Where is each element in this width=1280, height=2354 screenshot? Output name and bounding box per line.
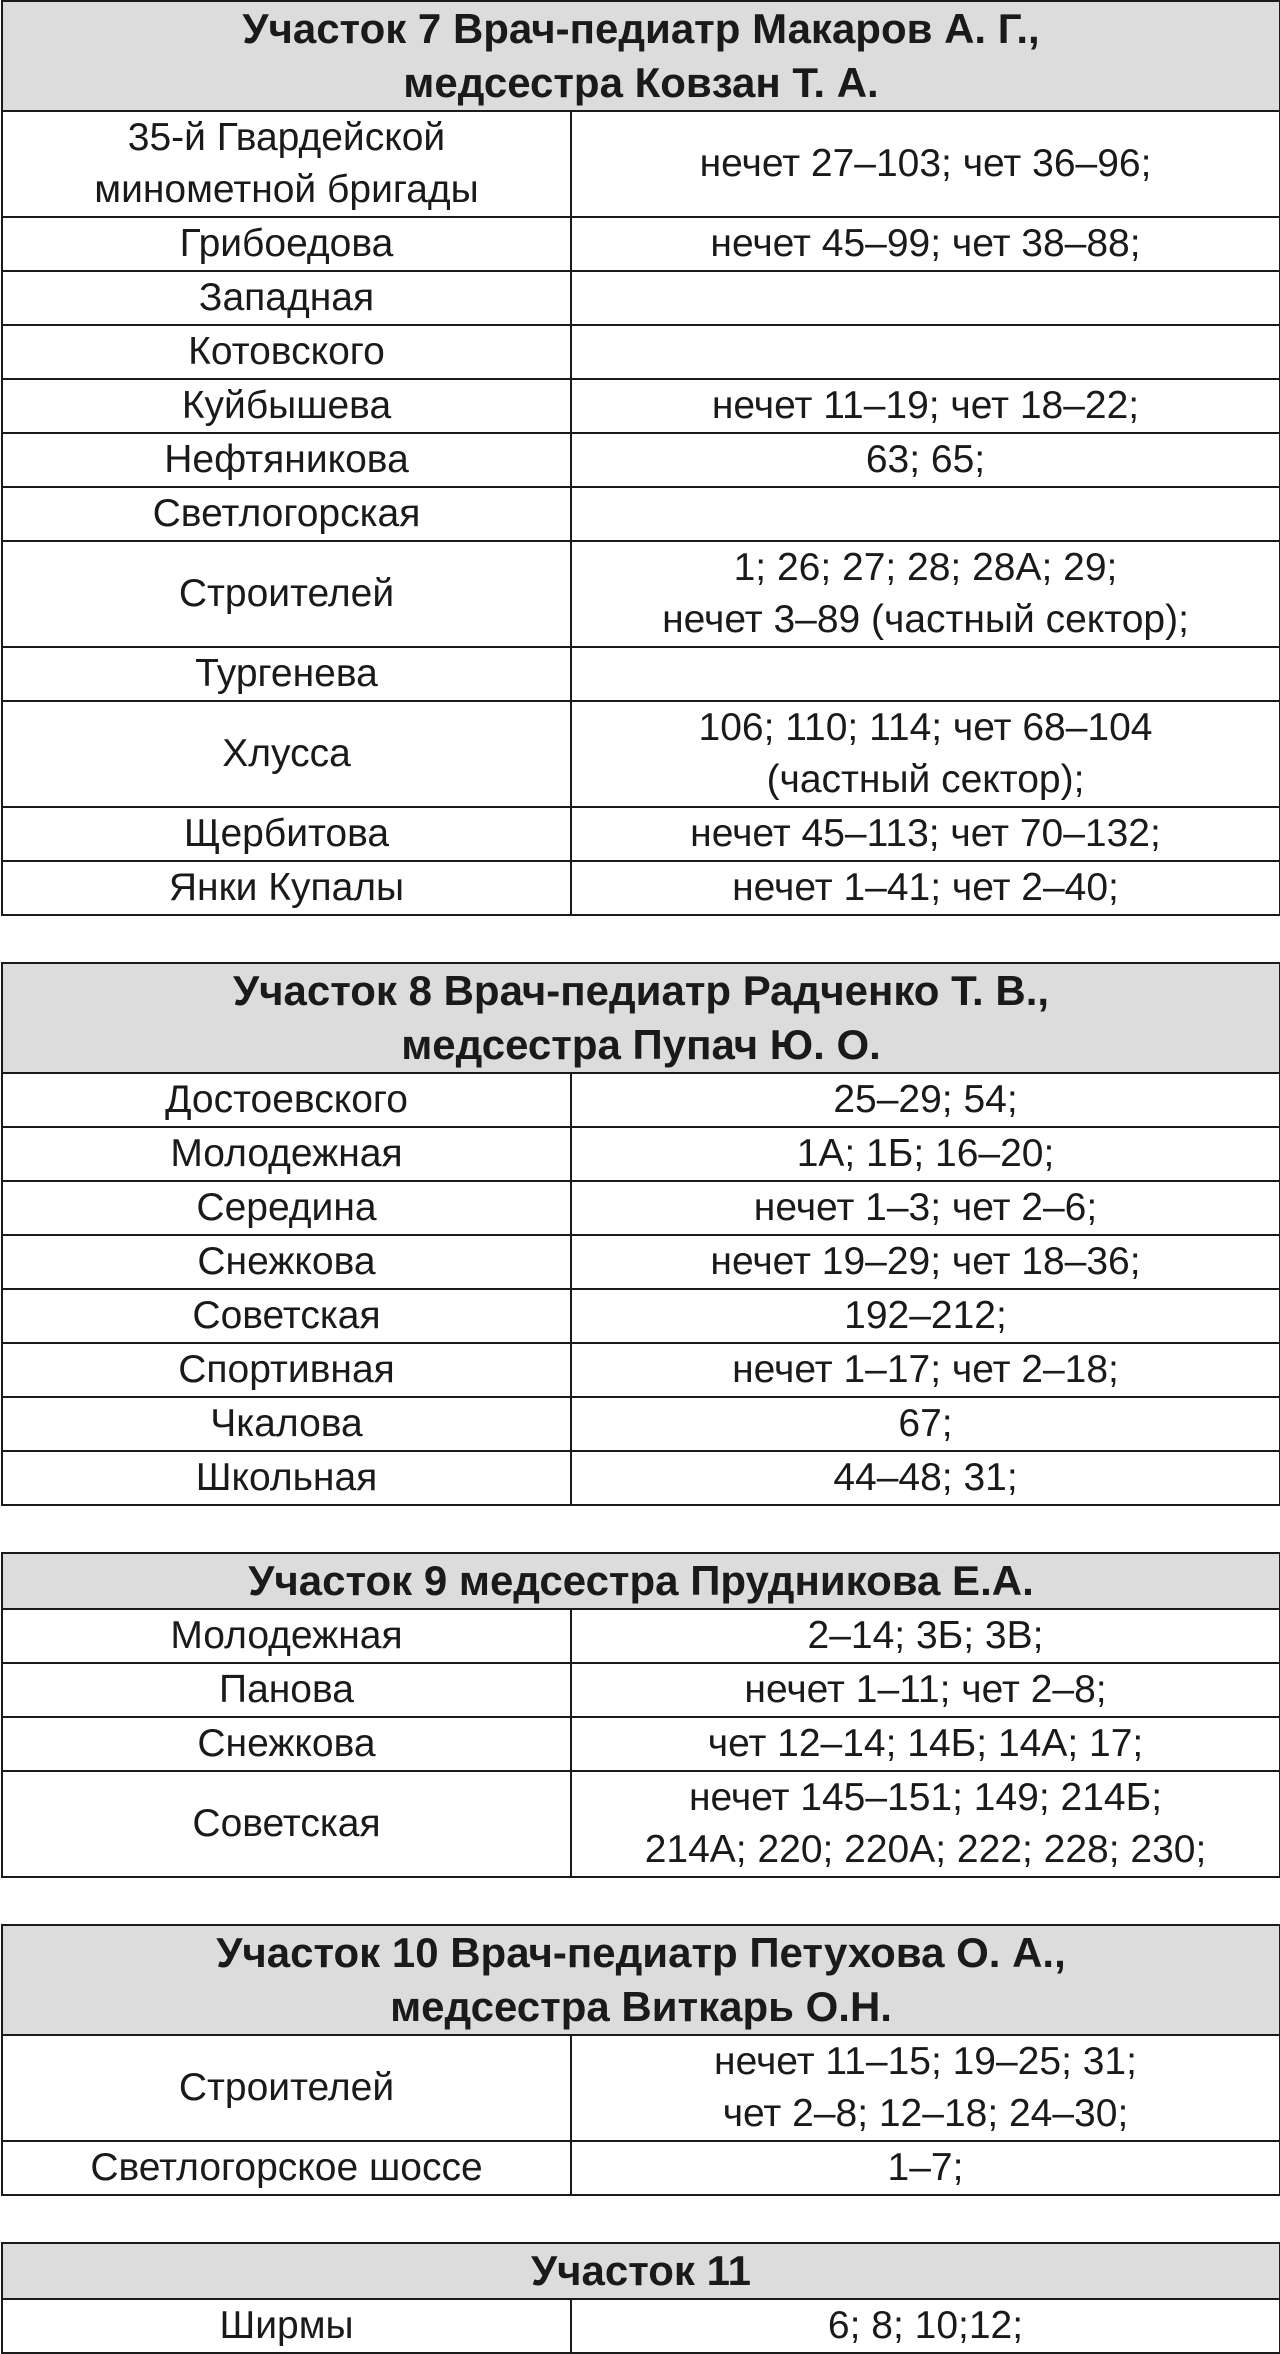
street-name: Строителей xyxy=(2,2035,571,2141)
house-numbers xyxy=(571,647,1280,701)
street-name: Советская xyxy=(2,1289,571,1343)
house-numbers: чет 12–14; 14Б; 14А; 17; xyxy=(571,1717,1280,1771)
house-numbers: 25–29; 54; xyxy=(571,1073,1280,1127)
street-name: Чкалова xyxy=(2,1397,571,1451)
table-row xyxy=(2,1717,1280,1771)
house-numbers: нечет 45–113; чет 70–132; xyxy=(571,807,1280,861)
district-header: Участок 10 Врач-педиатр Петухова О. А., медсестра Виткарь О.Н. xyxy=(2,1925,1280,2035)
street-name: Котовского xyxy=(2,325,571,379)
house-numbers: 1–7; xyxy=(571,2141,1280,2195)
district-header-row xyxy=(2,1925,1280,2035)
table-row xyxy=(2,861,1280,915)
table-row xyxy=(2,1771,1280,1877)
house-numbers: нечет 1–3; чет 2–6; xyxy=(571,1181,1280,1235)
house-numbers: нечет 1–41; чет 2–40; xyxy=(571,861,1280,915)
house-numbers: нечет 145–151; 149; 214Б; 214А; 220; 220А; 222; 228; 230; xyxy=(571,1771,1280,1877)
table-row xyxy=(2,1289,1280,1343)
street-name: Молодежная xyxy=(2,1127,571,1181)
house-numbers: 1; 26; 27; 28; 28А; 29; нечет 3–89 (частный сектор); xyxy=(571,541,1280,647)
table-row xyxy=(2,1235,1280,1289)
house-numbers: нечет 1–11; чет 2–8; xyxy=(571,1663,1280,1717)
street-name: Грибоедова xyxy=(2,217,571,271)
street-name: Снежкова xyxy=(2,1717,571,1771)
street-name: Середина xyxy=(2,1181,571,1235)
district-header-row xyxy=(2,963,1280,1073)
street-name: Светлогорская xyxy=(2,487,571,541)
house-numbers xyxy=(571,487,1280,541)
house-numbers: нечет 1–17; чет 2–18; xyxy=(571,1343,1280,1397)
table-row xyxy=(2,541,1280,647)
section-gap xyxy=(0,2196,1280,2242)
table-row xyxy=(2,1073,1280,1127)
house-numbers: нечет 11–19; чет 18–22; xyxy=(571,379,1280,433)
district-header-row xyxy=(2,1553,1280,1609)
house-numbers: 63; 65; xyxy=(571,433,1280,487)
table-row xyxy=(2,1127,1280,1181)
table-row xyxy=(2,1181,1280,1235)
street-name: Хлусса xyxy=(2,701,571,807)
house-numbers: нечет 11–15; 19–25; 31; чет 2–8; 12–18; 24–30; xyxy=(571,2035,1280,2141)
street-name: Достоевского xyxy=(2,1073,571,1127)
house-numbers: нечет 45–99; чет 38–88; xyxy=(571,217,1280,271)
street-name: Щербитова xyxy=(2,807,571,861)
table-row xyxy=(2,1397,1280,1451)
district-header-row xyxy=(2,1,1280,111)
district-header-row xyxy=(2,2243,1280,2299)
street-name: Школьная xyxy=(2,1451,571,1505)
house-numbers: нечет 19–29; чет 18–36; xyxy=(571,1235,1280,1289)
street-name: Строителей xyxy=(2,541,571,647)
table-row xyxy=(2,217,1280,271)
table-row xyxy=(2,1343,1280,1397)
house-numbers: 192–212; xyxy=(571,1289,1280,1343)
house-numbers: 2–14; 3Б; 3В; xyxy=(571,1609,1280,1663)
table-row xyxy=(2,807,1280,861)
house-numbers: 67; xyxy=(571,1397,1280,1451)
table-row xyxy=(2,433,1280,487)
section-gap xyxy=(0,1878,1280,1924)
street-name: Нефтяникова xyxy=(2,433,571,487)
table-row xyxy=(2,325,1280,379)
table-row xyxy=(2,379,1280,433)
street-name: 35-й Гвардейской минометной бригады xyxy=(2,111,571,217)
street-name: Молодежная xyxy=(2,1609,571,1663)
district-header: Участок 11 xyxy=(2,2243,1280,2299)
district-header: Участок 9 медсестра Прудникова Е.А. xyxy=(2,1553,1280,1609)
district-table xyxy=(1,1552,1280,1878)
table-row xyxy=(2,2141,1280,2195)
table-row xyxy=(2,1609,1280,1663)
house-numbers: 44–48; 31; xyxy=(571,1451,1280,1505)
table-row xyxy=(2,487,1280,541)
district-table xyxy=(1,1924,1280,2196)
street-name: Янки Купалы xyxy=(2,861,571,915)
district-header: Участок 7 Врач-педиатр Макаров А. Г., медсестра Ковзан Т. А. xyxy=(2,1,1280,111)
street-name: Спортивная xyxy=(2,1343,571,1397)
street-name: Западная xyxy=(2,271,571,325)
table-row xyxy=(2,271,1280,325)
street-name: Куйбышева xyxy=(2,379,571,433)
section-gap xyxy=(0,1506,1280,1552)
section-gap xyxy=(0,916,1280,962)
street-name: Снежкова xyxy=(2,1235,571,1289)
street-name: Панова xyxy=(2,1663,571,1717)
table-row xyxy=(2,701,1280,807)
table-row xyxy=(2,1663,1280,1717)
house-numbers: 106; 110; 114; чет 68–104 (частный сектор); xyxy=(571,701,1280,807)
table-row xyxy=(2,1451,1280,1505)
street-name: Советская xyxy=(2,1771,571,1877)
table-row xyxy=(2,647,1280,701)
table-row xyxy=(2,111,1280,217)
table-row xyxy=(2,2035,1280,2141)
district-table xyxy=(1,0,1280,916)
street-name: Ширмы xyxy=(2,2299,571,2353)
district-table xyxy=(1,962,1280,1506)
street-name: Тургенева xyxy=(2,647,571,701)
street-name: Светлогорское шоссе xyxy=(2,2141,571,2195)
house-numbers: 1А; 1Б; 16–20; xyxy=(571,1127,1280,1181)
district-header: Участок 8 Врач-педиатр Радченко Т. В., медсестра Пупач Ю. О. xyxy=(2,963,1280,1073)
house-numbers xyxy=(571,325,1280,379)
district-table xyxy=(1,2242,1280,2354)
table-row xyxy=(2,2299,1280,2353)
house-numbers: нечет 27–103; чет 36–96; xyxy=(571,111,1280,217)
house-numbers: 6; 8; 10;12; xyxy=(571,2299,1280,2353)
house-numbers xyxy=(571,271,1280,325)
